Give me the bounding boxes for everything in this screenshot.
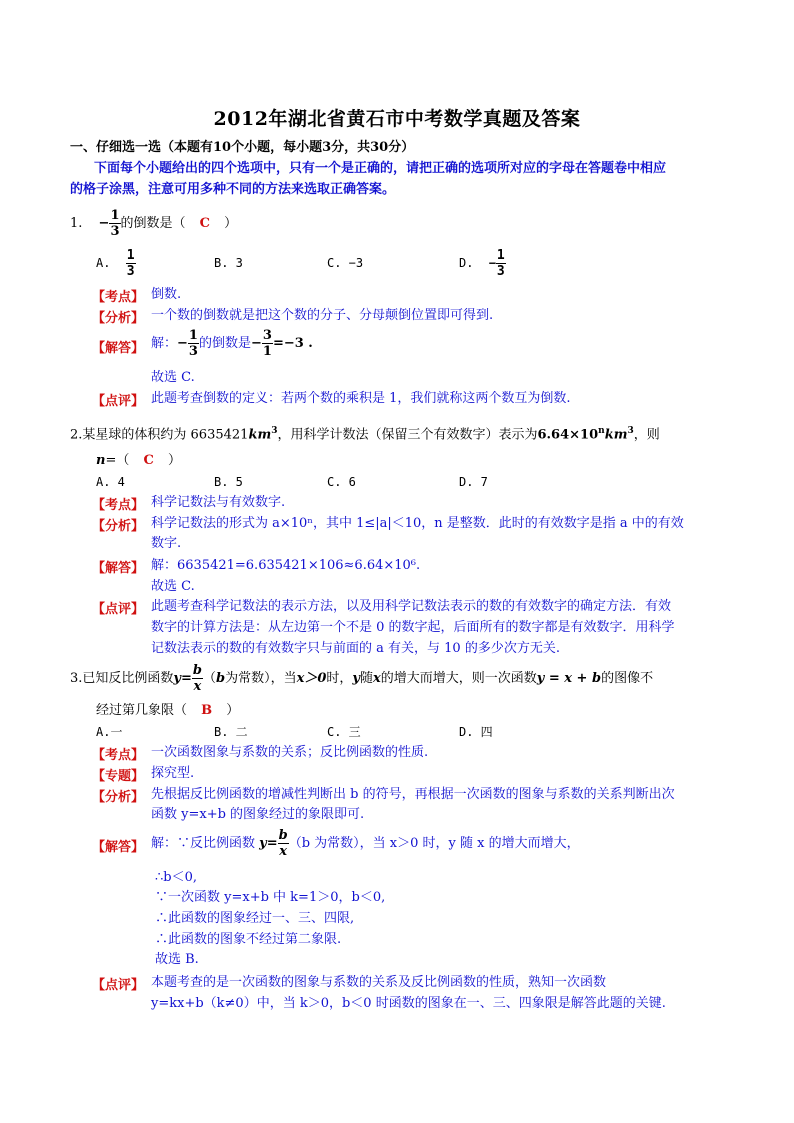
q1-jieda-result-den: 1: [262, 344, 272, 359]
q3-jieda-frac: [278, 828, 289, 859]
q3-jieda-frac-num: b: [278, 828, 288, 843]
q1-sign: −: [98, 216, 110, 231]
q1-choose: 故选 C.: [151, 370, 195, 385]
page-title: 2012年湖北省黄石市中考数学真题及答案: [213, 108, 581, 130]
q2-stem: [70, 422, 660, 444]
q1-jieda: [151, 326, 313, 362]
q3-frac-den: x: [193, 679, 202, 694]
q3-x: x: [372, 671, 381, 686]
q3-fenxi-tag: 【分析】: [92, 790, 145, 805]
q3-jieda-tag: 【解答】: [92, 840, 145, 855]
q2-kaodian-tag: 【考点】: [92, 498, 145, 513]
q2-text-2: ，用科学计数法（保留三个有效数字）表示为: [277, 427, 538, 443]
q3-text-6: 的增大而增大，则一次函数: [380, 671, 537, 686]
q3-step-2: ∵一次函数 y=x+b 中 k=1＞0，b＜0,: [155, 890, 386, 905]
q3-y-2: y: [352, 671, 360, 686]
q1-option-a-num: 1: [126, 248, 135, 263]
q1-option-a: [96, 245, 136, 281]
q2-text-1: 2.某星球的体积约为 6635421: [70, 427, 249, 443]
q1-option-d-frac: [496, 248, 506, 279]
q3-dianping-tag: 【点评】: [92, 978, 145, 993]
q3-answer: B: [201, 703, 213, 718]
q3-step-5: 故选 B.: [155, 952, 199, 967]
q3-cond: x＞0: [296, 671, 327, 686]
q2-expr-sup: n: [598, 426, 605, 436]
q3-jieda-prefix: 解：∵反比例函数: [151, 836, 256, 851]
q2-answer: C: [143, 453, 154, 468]
q2-fenxi-tag: 【分析】: [92, 519, 145, 534]
q3-dianping-2: y=kx+b（k≠0）中，当 k＞0，b＜0 时函数的图象在一、三、四象限是解答此题的关键.: [151, 996, 666, 1011]
q3-option-d: D. 四: [459, 725, 493, 739]
q2-expr-unit-sup: 3: [627, 426, 634, 436]
q3-text-2: （: [202, 671, 216, 686]
q1-fenxi: 一个数的倒数就是把这个数的分子、分母颠倒位置即可得到.: [151, 308, 494, 323]
q1-jieda-tag: 【解答】: [92, 341, 145, 356]
q1-jieda-prefix: 解：: [151, 336, 178, 351]
q3-b: b: [215, 671, 226, 686]
q3-kaodian-tag: 【考点】: [92, 748, 145, 763]
q2-text-3: ，则: [633, 427, 660, 443]
q2-jieda-tag: 【解答】: [92, 561, 145, 576]
q1-option-b: B. 3: [214, 256, 243, 270]
q1-option-a-label: A.: [96, 256, 111, 270]
section-heading: 一、仔细选一选（本题有10个小题，每小题3分，共30分）: [70, 140, 415, 155]
q1-option-d-den: 3: [496, 264, 505, 279]
q3-text-5: 随: [359, 671, 373, 686]
q1-jieda-mid: 的倒数是: [198, 336, 251, 351]
q3-option-a: A.一: [96, 725, 123, 739]
q1-frac-num: 1: [110, 208, 120, 223]
q3-jieda-frac-den: x: [279, 844, 288, 859]
q2-dianping-tag: 【点评】: [92, 602, 145, 617]
q2-choose: 故选 C.: [151, 579, 195, 594]
q1-fenxi-tag: 【分析】: [92, 311, 145, 326]
q3-linear: y = x + b: [536, 671, 602, 686]
q1-dianping-tag: 【点评】: [92, 394, 145, 409]
q1-jieda-result-frac: [262, 328, 273, 359]
q1-jieda-end: =−3 .: [272, 336, 313, 351]
q2-expr-unit: km: [604, 427, 628, 443]
q2-var-n: n: [96, 453, 106, 468]
q1-fraction: [109, 208, 120, 239]
q1-option-d-num: 1: [496, 248, 505, 263]
q2-option-d: D. 7: [459, 475, 488, 489]
q3-text-4: 时，: [326, 671, 353, 686]
q3-step-4: ∴此函数的图象不经过第二象限.: [155, 932, 342, 947]
q3-line2-text: 经过第几象限（: [96, 703, 188, 718]
q1-number: 1.: [70, 216, 83, 231]
q1-option-d-sign: −: [488, 256, 496, 270]
q1-option-d: [459, 245, 506, 281]
q1-option-a-frac: [126, 248, 136, 279]
q2-kaodian: 科学记数法与有效数字.: [151, 495, 286, 510]
q1-jieda-sign: −: [177, 336, 188, 351]
q2-unit: km: [248, 427, 272, 443]
q3-y: y: [173, 671, 181, 686]
q2-dianping-2: 数字的计算方法是：从左边第一个不是 0 的数字起，后面所有的数字都是有效数字．用科学: [151, 620, 675, 635]
q3-fenxi-2: 函数 y=x+b 的图象经过的象限即可.: [151, 807, 365, 822]
q2-stem-line2: [96, 452, 181, 470]
q3-jieda-y: y: [259, 836, 267, 851]
q1-kaodian-tag: 【考点】: [92, 290, 145, 305]
q2-fenxi-1: 科学记数法的形式为 a×10ⁿ，其中 1≤|a|＜10，n 是整数．此时的有效数字是指 a 中的有效: [151, 516, 684, 531]
q3-step-3: ∴此函数的图象经过一、三、四限,: [155, 911, 355, 926]
q1-frac-den: 3: [110, 224, 120, 239]
q2-option-c: C. 6: [327, 475, 356, 489]
q3-fraction: [192, 663, 203, 694]
q2-dianping-3: 记数法表示的数的有效数字只与前面的 a 有关，与 10 的多少次方无关.: [151, 641, 560, 656]
q3-jieda-rest: （b 为常数），当 x＞0 时，y 随 x 的增大而增大，: [288, 836, 580, 851]
q2-line2-text: =（: [105, 453, 130, 468]
q1-jieda-frac-den: 3: [188, 344, 198, 359]
q1-jieda-frac: [188, 328, 199, 359]
q2-option-a: A. 4: [96, 475, 125, 489]
q1-close: ）: [224, 216, 238, 231]
q3-stem-line2: [96, 702, 239, 720]
q1-stem: [70, 206, 237, 242]
q1-kaodian: 倒数.: [151, 287, 182, 302]
q3-text-7: 的图像不: [601, 671, 654, 686]
q2-dianping-1: 此题考查科学记数法的表示方法，以及用科学记数法表示的数的有效数字的确定方法．有效: [151, 599, 672, 614]
q1-answer: C: [199, 216, 211, 231]
q2-close: ）: [168, 453, 182, 468]
q3-text-1: 3.已知反比例函数: [70, 671, 174, 686]
q1-text: 的倒数是（: [120, 216, 186, 231]
q3-close: ）: [226, 703, 240, 718]
q2-expr: 6.64×10: [537, 427, 599, 443]
q3-option-c: C. 三: [327, 725, 361, 739]
q2-jieda: 解：6635421=6.635421×106≈6.64×10⁶.: [151, 558, 421, 573]
q3-text-3: 为常数），当: [225, 671, 297, 686]
q1-jieda-frac-num: 1: [188, 328, 198, 343]
q2-fenxi-2: 数字.: [151, 536, 182, 551]
q1-jieda-sign-2: −: [250, 336, 262, 351]
q3-frac-num: b: [192, 663, 202, 678]
q3-option-b: B. 二: [214, 725, 248, 739]
q1-option-a-den: 3: [126, 264, 135, 279]
q3-zhuanti-tag: 【专题】: [92, 769, 145, 784]
instruction-line-2: 的格子涂黑，注意可用多种不同的方法来选取正确答案。: [70, 182, 396, 197]
q2-unit-sup: 3: [271, 426, 278, 436]
q1-option-d-label: D.: [459, 256, 474, 270]
instruction-line-1: 下面每个小题给出的四个选项中，只有一个是正确的，请把正确的选项所对应的字母在答题卷中相应: [94, 161, 667, 176]
q3-jieda: 解：∵反比例函数 y= $\frac{b}{x}$ （b 为常数），当 x＞0 时，y 随 x 的增大而增大，: [151, 828, 580, 859]
q3-dianping-1: 本题考查的是一次函数的图象与系数的关系及反比例函数的性质，熟知一次函数: [151, 975, 607, 990]
q3-kaodian: 一次函数图象与系数的关系；反比例函数的性质.: [151, 745, 429, 760]
q3-step-1: ∴b＜0,: [155, 870, 197, 885]
q1-option-c: C. −3: [327, 256, 364, 270]
q3-zhuanti: 探究型.: [151, 766, 195, 781]
q3-fenxi-1: 先根据反比例函数的增减性判断出 b 的符号，再根据一次函数的图象与系数的关系判断出次: [151, 787, 675, 802]
q1-jieda-result-num: 3: [262, 328, 272, 343]
q3-stem: 3.已知反比例函数y= $\frac{b}{x}$ （b为常数），当x＞0时，y随x的增大而增大，则一次函数y = x + b的图像不: [70, 663, 654, 694]
q1-dianping: 此题考查倒数的定义：若两个数的乘积是 1，我们就称这两个数互为倒数.: [151, 391, 571, 406]
q2-option-b: B. 5: [214, 475, 243, 489]
